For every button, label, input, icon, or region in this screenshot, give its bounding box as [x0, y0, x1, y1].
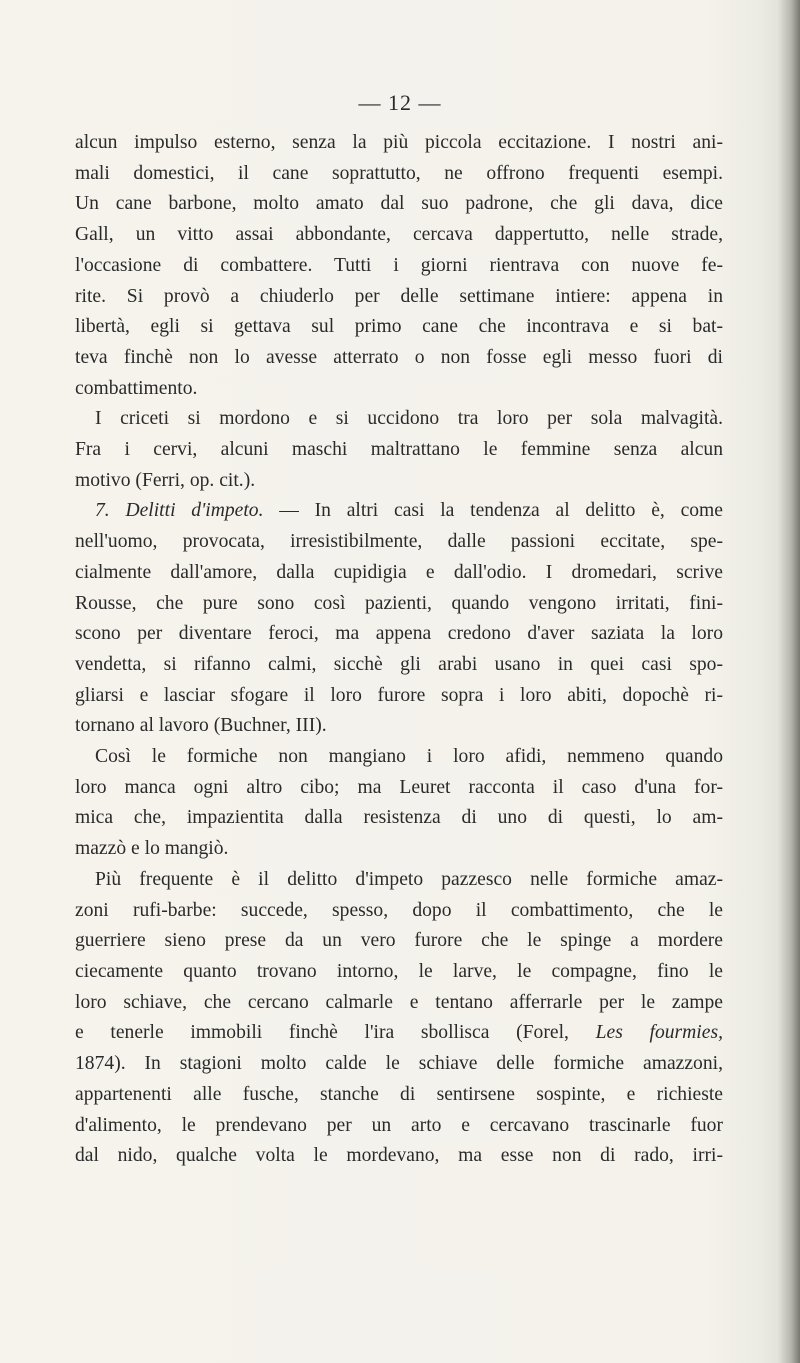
text-line: e tenerle immobili finchè l'ira sbollisca (Forel,	[75, 1022, 569, 1044]
text-line: guerriere sieno prese da un vero furore che le spinge a mordere	[75, 930, 723, 952]
page-number: — 12 —	[358, 90, 442, 115]
section-heading-line	[75, 496, 723, 527]
section-heading-dash: —	[279, 500, 299, 522]
page-edge-shadow	[778, 0, 800, 1363]
citation-line	[75, 1018, 723, 1049]
text-line: Così le formiche non mangiano i loro afidi, nemmeno quando	[95, 746, 723, 768]
text-line: mazzò e lo mangiò.	[75, 838, 229, 860]
text-line: l'occasione di combattere. Tutti i giorni rientrava con nuove fe-	[75, 254, 723, 276]
text-line: teva finchè non lo avesse atterrato o non fosse egli messo fuori di	[75, 346, 723, 368]
text-line: nell'uomo, provocata, irresistibilmente, dalle passioni eccitate, spe-	[75, 531, 723, 553]
text-line: cialmente dall'amore, dalla cupidigia e dall'odio. I dromedari, scrive	[75, 561, 723, 583]
text-line: libertà, egli si gettava sul primo cane che incontrava e si bat-	[75, 316, 723, 338]
text-line: vendetta, si rifanno calmi, sicchè gli arabi usano in quei casi spo-	[75, 653, 723, 675]
text-line: motivo (Ferri, op. cit.).	[75, 469, 256, 491]
section-heading: 7. Delitti d'impeto.	[95, 500, 264, 522]
text-line: Un cane barbone, molto amato dal suo padrone, che gli dava, dice	[75, 193, 723, 215]
text-line: alcun impulso esterno, senza la più piccola eccitazione. I nostri ani-	[75, 132, 723, 153]
text-line: zoni rufi-barbe: succede, spesso, dopo il combattimento, che le	[75, 899, 723, 921]
text-line: d'alimento, le prendevano per un arto e cercavano trascinarle fuor	[75, 1114, 723, 1136]
forel-title: Les fourmies,	[595, 1022, 723, 1044]
text-line: In altri casi la tendenza al delitto è, come	[314, 500, 723, 522]
text-line: 1874). In stagioni molto calde le schiave delle formiche amazzoni,	[75, 1053, 723, 1075]
text-line: dal nido, qualche volta le mordevano, ma esse non di rado, irri-	[75, 1145, 723, 1167]
text-line: rite. Si provò a chiuderlo per delle settimane intiere: appena in	[75, 285, 723, 307]
text-line: appartenenti alle fusche, stanche di sentirsene sospinte, e richieste	[75, 1083, 723, 1105]
text-line: Fra i cervi, alcuni maschi maltrattano le femmine senza alcun	[75, 439, 723, 461]
text-line: Rousse, che pure sono così pazienti, quando vengono irritati, fini-	[75, 592, 723, 614]
text-line: Più frequente è il delitto d'impeto pazzesco nelle formiche amaz-	[95, 868, 723, 890]
text-line: combattimento.	[75, 377, 198, 399]
text-line: ciecamente quanto trovano intorno, le larve, le compagne, fino le	[75, 960, 723, 982]
text-line: loro manca ogni altro cibo; ma Leuret racconta il caso d'una for-	[75, 776, 723, 798]
text-line: loro schiave, che cercano calmarle e tentano afferrarle per le zampe	[75, 991, 723, 1013]
text-line: mali domestici, il cane soprattutto, ne offrono frequenti esempi.	[75, 162, 723, 184]
body-text	[75, 128, 723, 1172]
text-line: Gall, un vitto assai abbondante, cercava dappertutto, nelle strade,	[75, 224, 723, 246]
text-line: scono per diventare feroci, ma appena credono d'aver saziata la loro	[75, 623, 723, 645]
text-line: mica che, impazientita dalla resistenza di uno di questi, lo am-	[75, 807, 723, 829]
text-line: gliarsi e lasciar sfogare il loro furore sopra i loro abiti, dopochè ri-	[75, 684, 723, 706]
text-line: tornano al lavoro (Buchner, III).	[75, 715, 327, 737]
text-line: I criceti si mordono e si uccidono tra loro per sola malvagità.	[95, 408, 723, 430]
